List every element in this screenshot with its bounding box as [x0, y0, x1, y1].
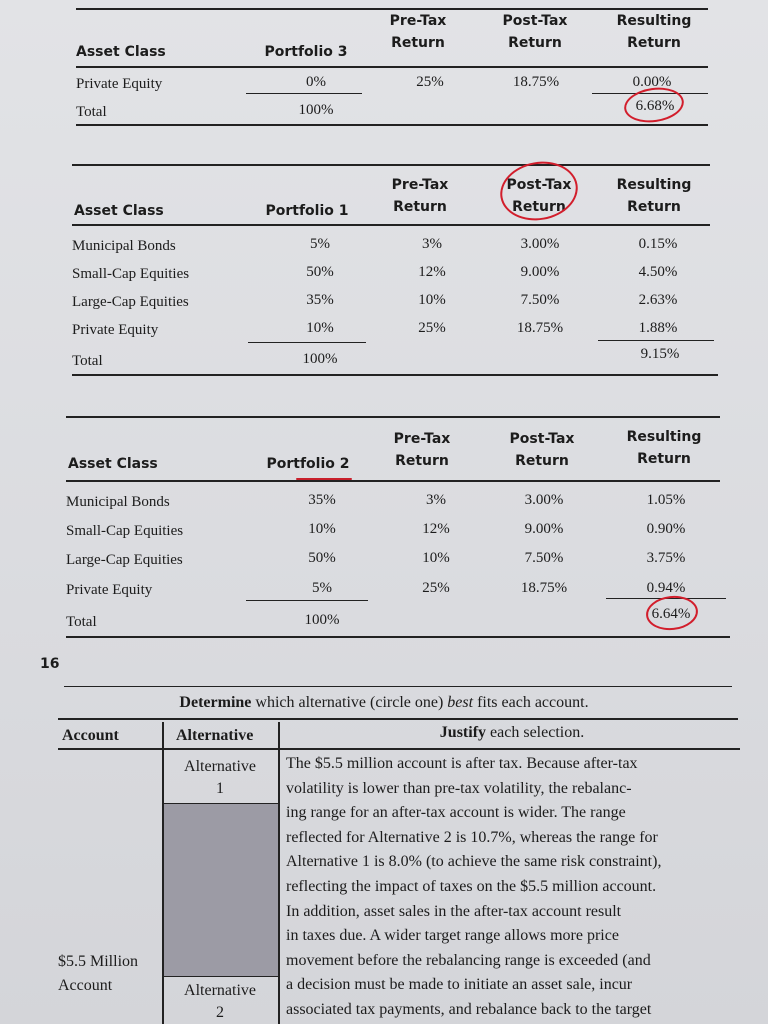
col-header-result: Resulting Return: [616, 13, 692, 51]
row-pretax: 3%: [426, 492, 446, 508]
row-pretax: 25%: [416, 74, 444, 90]
prompt-rule: [58, 718, 738, 720]
row-posttax: 9.00%: [524, 521, 564, 537]
table-row: Private Equity: [72, 322, 159, 338]
table-bottom-rule: [66, 636, 730, 638]
row-posttax: 7.50%: [524, 550, 564, 566]
row-weight: 0%: [306, 74, 326, 90]
table-top-rule: [66, 416, 720, 418]
row-result: 2.63%: [638, 292, 678, 308]
col-header-portfolio: Portfolio 3: [264, 44, 348, 60]
task-verb: Determine: [179, 694, 252, 711]
table-row: Small-Cap Equities: [66, 523, 184, 539]
justify-rest: each selection.: [486, 724, 585, 741]
row-pretax: 10%: [418, 292, 446, 308]
header-rule: [72, 224, 710, 226]
table-row: Private Equity: [66, 582, 153, 598]
account-label: $5.5 Million Account: [58, 953, 139, 994]
col-header-posttax: Post-Tax Return: [509, 431, 575, 469]
alt2-box-rule: [164, 976, 278, 977]
total-label: Total: [72, 353, 103, 369]
row-weight: 10%: [306, 320, 334, 336]
col-header-result: Resulting Return: [616, 177, 692, 215]
total-result: 9.15%: [640, 346, 680, 362]
page-number: 16: [40, 656, 60, 672]
col-header-asset: Asset Class: [76, 44, 166, 60]
justification-text: The $5.5 million account is after tax. Because after-tax volatility is lower than pre-tax volatility, the rebalanc- ing range for an after-tax account is wider. The range reflected for Alternative 2 is 10.7%, whereas the range for Alternative 1 is 8.0% (to achieve the same risk constraint), reflecting the impact of taxes on the $5.5 million account. In addition, asset sales in the after-tax account result in taxes due. A wider target range allows more price movement before the rebalancing range is exceeded (and a decision must be made to initiate an asset sale, incur associated tax payments, and rebalance back to the target: [286, 755, 662, 1018]
row-result: 0.94%: [646, 580, 686, 596]
table-row: Large-Cap Equities: [66, 552, 183, 568]
section-rule: [64, 686, 732, 687]
row-posttax: 3.00%: [520, 236, 560, 252]
table-top-rule: [72, 164, 710, 166]
col-header-portfolio: Portfolio 2: [266, 456, 350, 472]
row-pretax: 25%: [422, 580, 450, 596]
row-posttax: 18.75%: [520, 580, 568, 596]
total-weight: 100%: [304, 612, 340, 628]
answer-header-rule: [58, 748, 740, 750]
col-header-result: Resulting Return: [626, 429, 702, 467]
row-result: 0.00%: [632, 74, 672, 90]
col-header-pretax: Pre-Tax Return: [389, 13, 447, 51]
total-weight: 100%: [302, 351, 338, 367]
table-row: Municipal Bonds: [66, 494, 170, 510]
table-bottom-rule: [72, 374, 718, 376]
row-pretax: 10%: [422, 550, 450, 566]
col-header-portfolio: Portfolio 1: [265, 203, 349, 219]
weight-sum-rule: [246, 93, 362, 94]
row-posttax: 18.75%: [516, 320, 564, 336]
row-result: 3.75%: [646, 550, 686, 566]
col-header-asset: Asset Class: [74, 203, 164, 219]
row-asset: Private Equity: [76, 76, 163, 92]
row-result: 0.15%: [638, 236, 678, 252]
table-row: Municipal Bonds: [72, 238, 176, 254]
row-weight: 35%: [306, 292, 334, 308]
total-label: Total: [66, 614, 97, 630]
row-result: 1.05%: [646, 492, 686, 508]
alternative-shaded-area: [164, 804, 278, 976]
alternative-1-option[interactable]: Alternative 1: [184, 758, 256, 797]
weight-sum-rule: [248, 342, 366, 343]
row-pretax: 3%: [422, 236, 442, 252]
col-header-alternative: Alternative: [176, 727, 254, 744]
table-bottom-rule: [76, 124, 708, 126]
row-result: 0.90%: [646, 521, 686, 537]
total-result: 6.68%: [635, 98, 675, 114]
header-rule: [66, 480, 720, 482]
row-posttax: 3.00%: [524, 492, 564, 508]
justify-bold: Justify: [439, 724, 487, 741]
total-weight: 100%: [298, 102, 334, 118]
total-result: 6.64%: [651, 606, 691, 622]
weight-sum-rule: [246, 600, 368, 601]
row-weight: 5%: [310, 236, 330, 252]
row-posttax: 7.50%: [520, 292, 560, 308]
total-label: Total: [76, 104, 107, 120]
row-weight: 50%: [306, 264, 334, 280]
col-header-account: Account: [62, 727, 119, 744]
row-weight: 35%: [308, 492, 336, 508]
row-posttax: 9.00%: [520, 264, 560, 280]
result-sum-rule: [592, 93, 708, 94]
col-header-justify: [282, 724, 742, 742]
row-weight: 5%: [312, 580, 332, 596]
header-rule: [76, 66, 708, 68]
col-header-posttax: Post-Tax Return: [502, 13, 568, 51]
table-row: Small-Cap Equities: [72, 266, 190, 282]
row-result: 4.50%: [638, 264, 678, 280]
col-header-posttax: Post-Tax Return: [506, 177, 572, 215]
row-weight: 10%: [308, 521, 336, 537]
col-header-asset: Asset Class: [68, 456, 158, 472]
alternative-2-option[interactable]: Alternative 2: [184, 982, 256, 1021]
col-header-pretax: Pre-Tax Return: [393, 431, 451, 469]
task-emphasis: best: [447, 694, 474, 711]
result-sum-rule: [606, 598, 726, 599]
row-posttax: 18.75%: [512, 74, 560, 90]
row-pretax: 25%: [418, 320, 446, 336]
task-middle: which alternative (circle one): [251, 694, 448, 711]
row-pretax: 12%: [422, 521, 450, 537]
task-suffix: fits each account.: [473, 694, 589, 711]
column-divider-2: [278, 722, 280, 1024]
col-header-pretax: Pre-Tax Return: [391, 177, 449, 215]
result-sum-rule: [598, 340, 714, 341]
alt1-box-rule: [164, 803, 278, 804]
task-prompt: [0, 694, 768, 712]
table-row: Large-Cap Equities: [72, 294, 189, 310]
row-result: 1.88%: [638, 320, 678, 336]
row-weight: 50%: [308, 550, 336, 566]
row-pretax: 12%: [418, 264, 446, 280]
